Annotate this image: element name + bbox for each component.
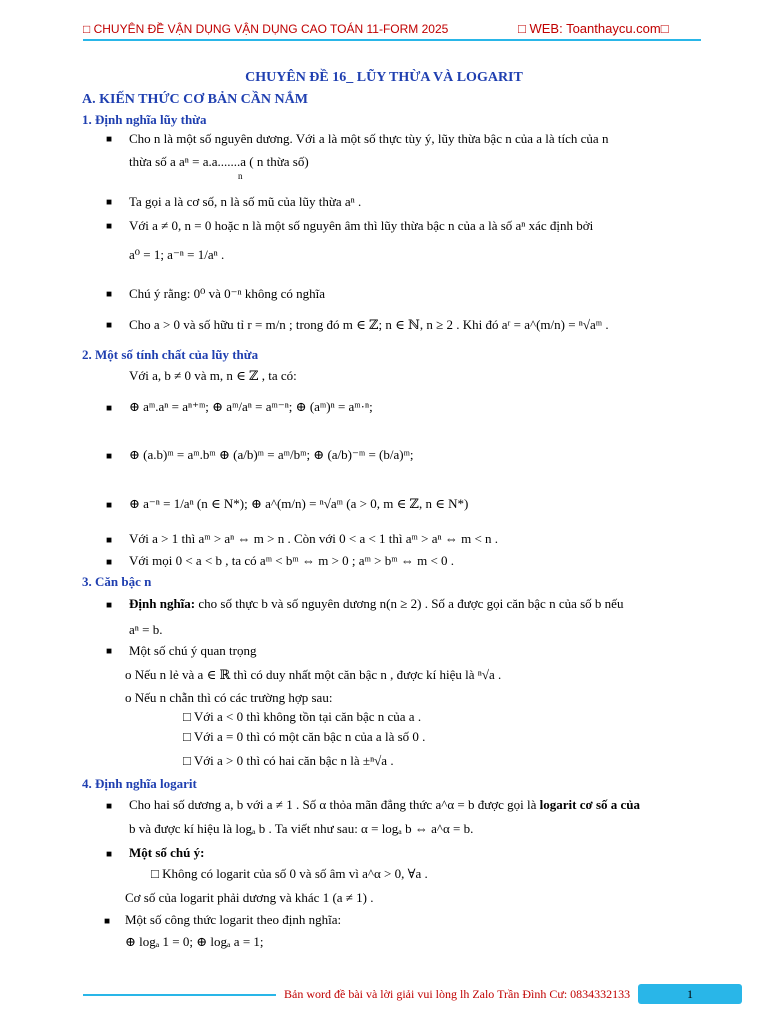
definition-text: cho số thực b và số nguyên dương n(n ≥ 2) . Số a được gọi căn bậc n của số b nếu bbox=[195, 596, 624, 611]
bullet-icon: ■ bbox=[106, 600, 113, 611]
text-line: Cơ số của logarit phải dương và khác 1 (a ≠ 1) . bbox=[125, 890, 374, 905]
text-line: thừa số a aⁿ = a.a.......a ( n thừa số) bbox=[129, 154, 309, 169]
footer-divider bbox=[83, 994, 276, 996]
bullet-icon: ■ bbox=[104, 916, 111, 927]
header-title: □ CHUYÊN ĐỀ VẬN DỤNG VẬN DỤNG CAO TOÁN 11-FORM 2025 bbox=[83, 22, 449, 36]
formula-line: ⊕ a⁻ⁿ = 1/aⁿ (n ∈ N*); ⊕ a^(m/n) = ⁿ√aᵐ (a > 0, m ∈ ℤ, n ∈ N*) bbox=[129, 496, 469, 511]
header-website: □ WEB: Toanthaycu.com□ bbox=[518, 21, 669, 36]
bullet-icon: ■ bbox=[106, 500, 113, 511]
text-line: o Nếu n lẻ và a ∈ ℝ thì có duy nhất một căn bậc n , được kí hiệu là ⁿ√a . bbox=[125, 667, 502, 682]
bullet-icon: ■ bbox=[106, 557, 113, 568]
heading-3: 3. Căn bậc n bbox=[82, 574, 152, 589]
bullet-icon: ■ bbox=[106, 134, 113, 145]
text-line: Với mọi 0 < a < b , ta có aᵐ < bᵐ ⇔ m > 0 ; aᵐ > bᵐ ⇔ m < 0 . bbox=[129, 553, 455, 568]
formula-line: ⊕ logₐ 1 = 0; ⊕ logₐ a = 1; bbox=[125, 934, 264, 949]
bullet-icon: ■ bbox=[106, 197, 113, 208]
bullet-icon: ■ bbox=[106, 289, 113, 300]
formula-line: ⊕ (a.b)ᵐ = aᵐ.bᵐ ⊕ (a/b)ᵐ = aᵐ/bᵐ; ⊕ (a/b)⁻ᵐ = (b/a)ᵐ; bbox=[129, 447, 414, 462]
formula-line: a⁰ = 1; a⁻ⁿ = 1/aⁿ . bbox=[129, 247, 225, 262]
text-line: Với a ≠ 0, n = 0 hoặc n là một số nguyên âm thì lũy thừa bậc n của a là số aⁿ xác định bởi bbox=[129, 218, 594, 233]
logarit-term: logarit cơ số a của bbox=[539, 797, 641, 812]
heading-1: 1. Định nghĩa lũy thừa bbox=[82, 112, 207, 127]
page-number: 1 bbox=[638, 984, 742, 1004]
section-a-heading: A. KIẾN THỨC CƠ BẢN CẦN NẮM bbox=[82, 92, 308, 107]
note-heading: Một số chú ý: bbox=[129, 845, 205, 860]
bullet-icon: ■ bbox=[106, 221, 113, 232]
bullet-icon: ■ bbox=[106, 849, 113, 860]
text-line bbox=[129, 797, 640, 813]
formula-line: ⊕ aᵐ.aⁿ = aⁿ⁺ᵐ; ⊕ aᵐ/aⁿ = aᵐ⁻ⁿ; ⊕ (aᵐ)ⁿ = aᵐ·ⁿ; bbox=[129, 399, 373, 414]
text-line: Với a > 1 thì aᵐ > aⁿ ⇔ m > n . Còn với 0 < a < 1 thì aᵐ > aⁿ ⇔ m < n . bbox=[129, 531, 499, 546]
text-line: □ Với a < 0 thì không tồn tại căn bậc n của a . bbox=[183, 709, 422, 724]
text-line: Ta gọi a là cơ số, n là số mũ của lũy thừa aⁿ . bbox=[129, 194, 362, 209]
text-line: b và được kí hiệu là logₐ b . Ta viết như sau: α = logₐ b ⇔ a^α = b. bbox=[129, 821, 474, 836]
footer-contact: Bản word đề bài và lời giải vui lòng lh Zalo Trần Đình Cư: 0834332133 bbox=[284, 987, 631, 1001]
bullet-icon: ■ bbox=[106, 403, 113, 414]
heading-2: 2. Một số tính chất của lũy thừa bbox=[82, 347, 259, 362]
text-line bbox=[129, 596, 623, 612]
formula-line: aⁿ = b. bbox=[129, 622, 163, 637]
text-line: Cho a > 0 và số hữu tỉ r = m/n ; trong đó m ∈ ℤ; n ∈ ℕ, n ≥ 2 . Khi đó aʳ = a^(m/n) = ⁿ√aᵐ . bbox=[129, 317, 609, 332]
bullet-icon: ■ bbox=[106, 646, 113, 657]
text-line: Chú ý rằng: 0⁰ và 0⁻ⁿ không có nghĩa bbox=[129, 286, 325, 301]
text-line: Cho n là một số nguyên dương. Với a là một số thực tùy ý, lũy thừa bậc n của a là tích của n bbox=[129, 131, 609, 146]
text-line: Một số công thức logarit theo định nghĩa: bbox=[125, 912, 342, 927]
logarit-definition-text: Cho hai số dương a, b với a ≠ 1 . Số α thỏa mãn đẳng thức a^α = b được gọi là bbox=[129, 797, 540, 812]
text-line: Với a, b ≠ 0 và m, n ∈ ℤ , ta có: bbox=[129, 368, 297, 383]
text-line: Một số chú ý quan trọng bbox=[129, 643, 257, 658]
text-line: □ Với a > 0 thì có hai căn bậc n là ±ⁿ√a . bbox=[183, 753, 394, 768]
underbrace-label: n bbox=[238, 171, 243, 181]
text-line: □ Với a = 0 thì có một căn bậc n của a là số 0 . bbox=[183, 729, 426, 744]
document-title: CHUYÊN ĐỀ 16_ LŨY THỪA VÀ LOGARIT bbox=[245, 70, 523, 85]
bullet-icon: ■ bbox=[106, 801, 113, 812]
bullet-icon: ■ bbox=[106, 535, 113, 546]
bullet-icon: ■ bbox=[106, 320, 113, 331]
text-line: o Nếu n chẵn thì có các trường hợp sau: bbox=[125, 690, 333, 705]
definition-label: Định nghĩa: bbox=[129, 596, 196, 611]
heading-4: 4. Định nghĩa logarit bbox=[82, 776, 197, 791]
bullet-icon: ■ bbox=[106, 451, 113, 462]
header-divider bbox=[83, 39, 701, 41]
text-line: □ Không có logarit của số 0 và số âm vì a^α > 0, ∀a . bbox=[151, 866, 428, 881]
